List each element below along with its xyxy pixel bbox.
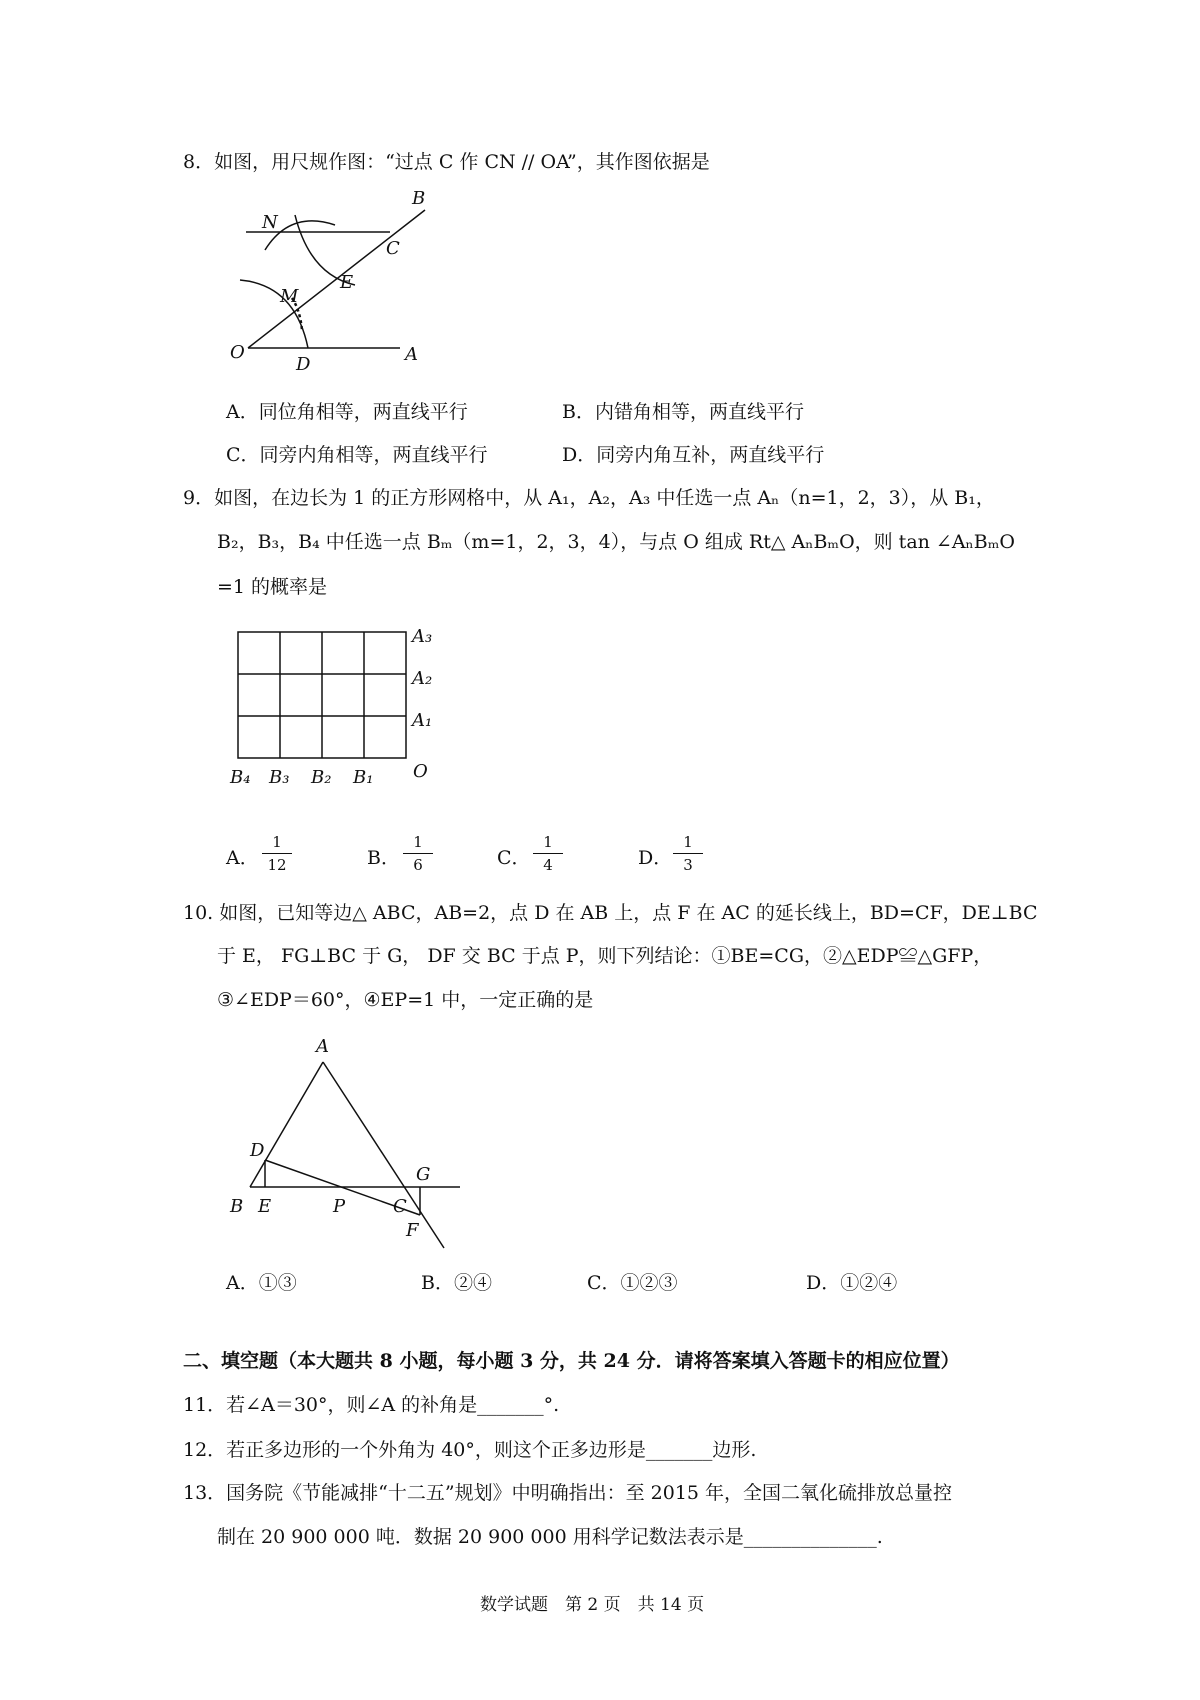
- q8-label-C: C: [386, 238, 400, 259]
- q12-text: 12．若正多边形的一个外角为 40°，则这个正多边形是_______边形.: [183, 1439, 757, 1461]
- q9-label-O: O: [413, 761, 428, 782]
- q9-label-B4: B₄: [230, 767, 251, 788]
- q8-label-N: N: [262, 212, 278, 233]
- q10-line-2: 于 E， FG⊥BC 于 G， DF 交 BC 于点 P，则下列结论：①BE=CG，②△EDP≌△GFP，: [217, 945, 993, 967]
- q9-option-d-den: 3: [683, 856, 693, 874]
- q9-option-d-label[interactable]: D．: [638, 847, 673, 869]
- q10-label-G: G: [416, 1164, 431, 1185]
- q9-option-c-fraction[interactable]: [533, 833, 563, 874]
- q9-option-c-num: 1: [533, 833, 563, 854]
- q8-label-O: O: [230, 342, 245, 363]
- q8-figure: [200, 180, 460, 380]
- q9-option-d-num: 1: [673, 833, 703, 854]
- q9-option-d-fraction[interactable]: [673, 833, 703, 874]
- q9-label-B1: B₁: [353, 767, 374, 788]
- q9-option-b-num: 1: [403, 833, 433, 854]
- q10-option-a[interactable]: A．①③: [226, 1272, 297, 1294]
- q10-option-b[interactable]: B．②④: [421, 1272, 492, 1294]
- q9-label-B3: B₃: [269, 767, 290, 788]
- q8-label-E: E: [340, 272, 354, 293]
- q8-stem: 8．如图，用尺规作图：“过点 C 作 CN // OA”，其作图依据是: [183, 151, 710, 173]
- q10-label-D: D: [250, 1140, 265, 1161]
- q10-line-3: ③∠EDP＝60°，④EP=1 中，一定正确的是: [217, 989, 594, 1011]
- q9-label-B2: B₂: [311, 767, 332, 788]
- q9-option-a-den: 12: [267, 856, 287, 874]
- q10-triangle-figure: [220, 1030, 480, 1250]
- q9-line-2: B₂，B₃，B₄ 中任选一点 Bₘ（m=1，2，3，4），与点 O 组成 Rt△ AₙBₘO，则 tan ∠AₙBₘO: [217, 531, 1015, 553]
- q8-option-b[interactable]: B．内错角相等，两直线平行: [562, 401, 804, 423]
- q13-line-2: 制在 20 900 000 吨．数据 20 900 000 用科学记数法表示是______________.: [217, 1526, 883, 1548]
- q9-option-a-fraction[interactable]: [262, 833, 292, 874]
- q9-label-A1: A₁: [412, 710, 433, 731]
- q8-label-M: M: [280, 286, 299, 307]
- q8-label-A: A: [405, 344, 418, 365]
- q8-label-D: D: [296, 354, 311, 375]
- section-2-heading: 二、填空题（本大题共 8 小题，每小题 3 分，共 24 分．请将答案填入答题卡的相应位置）: [183, 1350, 960, 1372]
- q11-text: 11．若∠A＝30°，则∠A 的补角是_______°.: [183, 1394, 560, 1416]
- q9-line-1: 9．如图，在边长为 1 的正方形网格中，从 A₁，A₂，A₃ 中任选一点 Aₙ（n=1，2，3），从 B₁，: [183, 487, 995, 509]
- q10-label-C: C: [393, 1196, 407, 1217]
- q10-option-d[interactable]: D．①②④: [806, 1272, 898, 1294]
- q8-label-B: B: [412, 188, 426, 209]
- q9-label-A3: A₃: [412, 626, 433, 647]
- q9-option-b-fraction[interactable]: [403, 833, 433, 874]
- page-footer: 数学试题 第 2 页 共 14 页: [480, 1595, 705, 1615]
- q9-option-b-label[interactable]: B．: [367, 847, 400, 869]
- q10-option-c[interactable]: C．①②③: [587, 1272, 678, 1294]
- q10-label-P: P: [333, 1196, 346, 1217]
- q9-line-3: =1 的概率是: [217, 576, 328, 598]
- q9-option-c-label[interactable]: C．: [497, 847, 531, 869]
- q13-line-1: 13．国务院《节能减排“十二五”规划》中明确指出：至 2015 年，全国二氧化硫排放总量控: [183, 1482, 953, 1504]
- q8-option-c[interactable]: C．同旁内角相等，两直线平行: [226, 444, 488, 466]
- q9-option-a-label[interactable]: A．: [226, 847, 259, 869]
- q9-grid-figure: [220, 620, 460, 800]
- q10-label-A: A: [316, 1036, 329, 1057]
- q8-option-d[interactable]: D．同旁内角互补，两直线平行: [562, 444, 825, 466]
- q10-label-E: E: [258, 1196, 272, 1217]
- q10-label-F: F: [406, 1220, 419, 1241]
- q8-option-a[interactable]: A．同位角相等，两直线平行: [226, 401, 468, 423]
- q9-option-a-num: 1: [262, 833, 292, 854]
- q10-line-1: 10. 如图，已知等边△ ABC，AB=2，点 D 在 AB 上，点 F 在 AC 的延长线上，BD=CF，DE⊥BC: [183, 902, 1038, 924]
- q9-label-A2: A₂: [412, 668, 433, 689]
- q10-label-B: B: [230, 1196, 244, 1217]
- q9-option-b-den: 6: [413, 856, 423, 874]
- q9-option-c-den: 4: [543, 856, 553, 874]
